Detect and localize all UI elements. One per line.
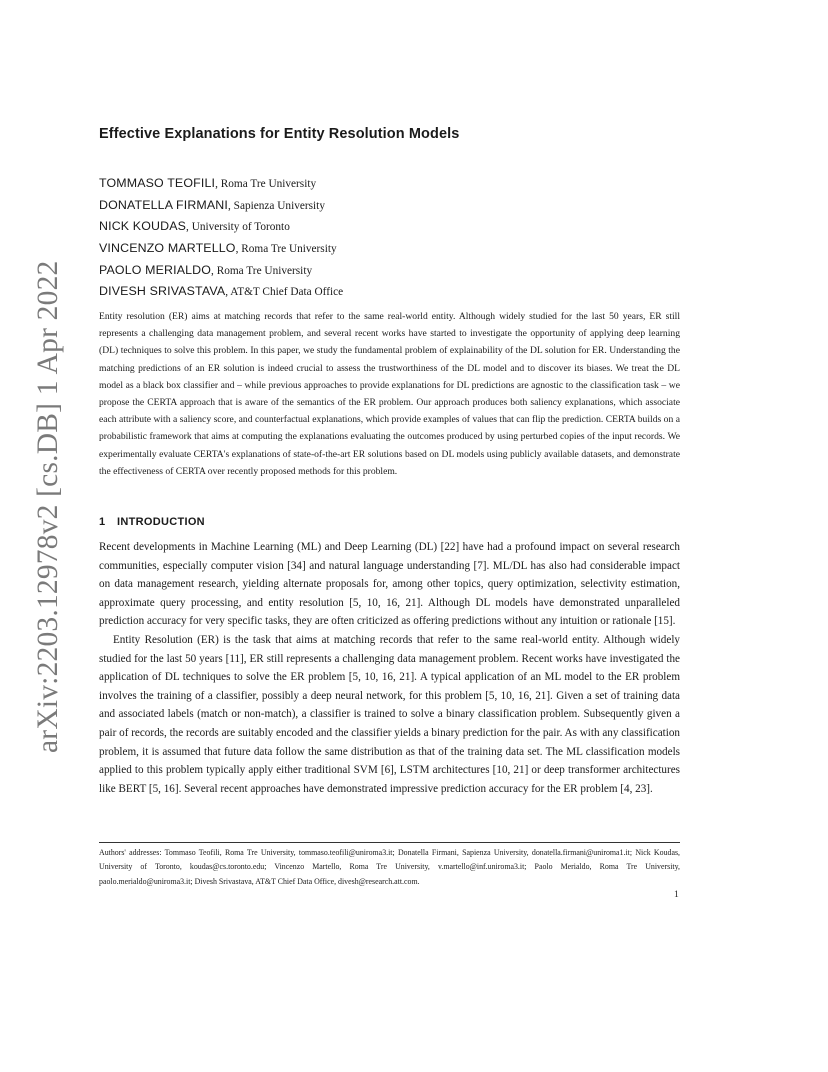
paper-title: Effective Explanations for Entity Resolution Models: [99, 126, 460, 142]
section-number: 1: [99, 516, 106, 528]
author-affiliation: Roma Tre University: [220, 178, 317, 190]
introduction-body: [99, 538, 680, 798]
author-entry: TOMMASO TEOFILI, Roma Tre University: [99, 176, 317, 190]
author-name: VINCENZO MARTELLO: [99, 241, 236, 256]
footnote-divider: [99, 842, 680, 843]
author-entry: DONATELLA FIRMANI, Sapienza University: [99, 197, 325, 212]
author-entry: NICK KOUDAS, University of Toronto: [99, 219, 290, 234]
author-name: DIVESH SRIVASTAVA: [99, 284, 226, 299]
arxiv-identifier: arXiv:2203.12978v2 [cs.DB] 1 Apr 2022: [32, 260, 64, 753]
author-addresses-footnote: Authors' addresses: Tommaso Teofili, Roma Tre University, tommaso.teofili@uniroma3.it; Donatella Firmani, Sapienza University, donatella.firmani@uniroma1.it; Nick Koudas, University of Toronto, koudas@cs.toronto.edu; Vincenzo Martello, Roma Tre University, v.martello@inf.uniroma3.it; Paolo Merialdo, Roma Tre University, paolo.merialdo@uniroma3.it; Divesh Srivastava, AT&T Chief Data Office, divesh@research.att.com.: [99, 848, 680, 886]
author-name: PAOLO MERIALDO: [99, 262, 212, 277]
arxiv-sidebar: [14, 260, 64, 753]
abstract: Entity resolution (ER) aims at matching records that refer to the same real-world entity. Although widely studied for the last 50 years, ER still represents a challenging data management problem, and several recent works have started to investigate the opportunity of applying deep learning (DL) techniques to solve this problem. In this paper, we study the fundamental problem of explainability of the DL solution for ER. Understanding the matching predictions of an ER solution is indeed crucial to assess the trustworthiness of the DL model and to discover its biases. We treat the DL model as a black box classifier and – while previous approaches to provide explanations for DL predictions are agnostic to the classification task – we propose the CERTA approach that is aware of the semantics of the ER problem. Our approach produces both saliency explanations, which associate each attribute with a saliency score, and counterfactual explanations, which provide examples of values that can flip the prediction. CERTA builds on a probabilistic framework that aims at computing the explanations evaluating the outcomes produced by using perturbed copies of the input records. We experimentally evaluate CERTA's explanations of state-of-the-art ER solutions based on DL models using publicly available datasets, and demonstrate the effectiveness of CERTA over recently proposed methods for this problem.: [99, 311, 680, 477]
paragraph: Entity Resolution (ER) is the task that aims at matching records that refer to the same real-world entity. Although widely studied for the last 50 years [11], ER still represents a challenging data management problem. Recent works have investigated the application of DL techniques to solve the ER problem [5, 10, 16, 21]. A typical application of an ML model to the ER problem involves the training of a classifier, possibly a deep neural network, for this problem [5, 10, 16, 21]. Given a set of training data and associated labels (match or non-match), a classifier is trained to solve a binary classification problem. Subsequently given a pair of records, the records are suitably encoded and the classifier yields a binary prediction for the pair. As with any classification problem, it is assumed that future data follow the same distribution as that of the training data set. The ML classification models applied to this problem typically apply either traditional SVM [6], LSTM architectures [10, 21] or deep transformer architectures like BERT [5, 16]. Several recent approaches have demonstrated impressive prediction accuracy for the ER problem [4, 23].: [99, 633, 680, 795]
author-list: [99, 172, 679, 302]
author-affiliation: University of Toronto: [191, 221, 290, 234]
author-name: DONATELLA FIRMANI: [99, 197, 229, 212]
author-affiliation: Sapienza University: [233, 199, 325, 212]
author-entry: PAOLO MERIALDO, Roma Tre University: [99, 262, 313, 277]
author-entry: VINCENZO MARTELLO, Roma Tre University: [99, 241, 337, 256]
author-affiliation: AT&T Chief Data Office: [230, 286, 344, 299]
author-entry: DIVESH SRIVASTAVA, AT&T Chief Data Office: [99, 284, 344, 299]
section-heading: [99, 516, 205, 528]
author-name: NICK KOUDAS: [99, 219, 187, 234]
page-number: 1: [674, 890, 679, 900]
author-affiliation: Roma Tre University: [216, 264, 313, 277]
section-title: INTRODUCTION: [117, 516, 205, 528]
author-affiliation: Roma Tre University: [241, 243, 337, 256]
author-name: TOMMASO TEOFILI: [99, 176, 216, 190]
paragraph: Recent developments in Machine Learning (ML) and Deep Learning (DL) [22] have had a profound impact on several research communities, especially computer vision [34] and natural language understanding [7]. ML/DL has also had considerable impact on data management research, yielding alternate proposals for, among other topics, query optimization, selectivity estimation, approximate query processing, and entity resolution [5, 10, 16, 21]. Although DL models have demonstrated unparalleled prediction accuracy for very specific tasks, they are often criticized as offering predictions without any intuition or rationale [15].: [99, 541, 680, 628]
